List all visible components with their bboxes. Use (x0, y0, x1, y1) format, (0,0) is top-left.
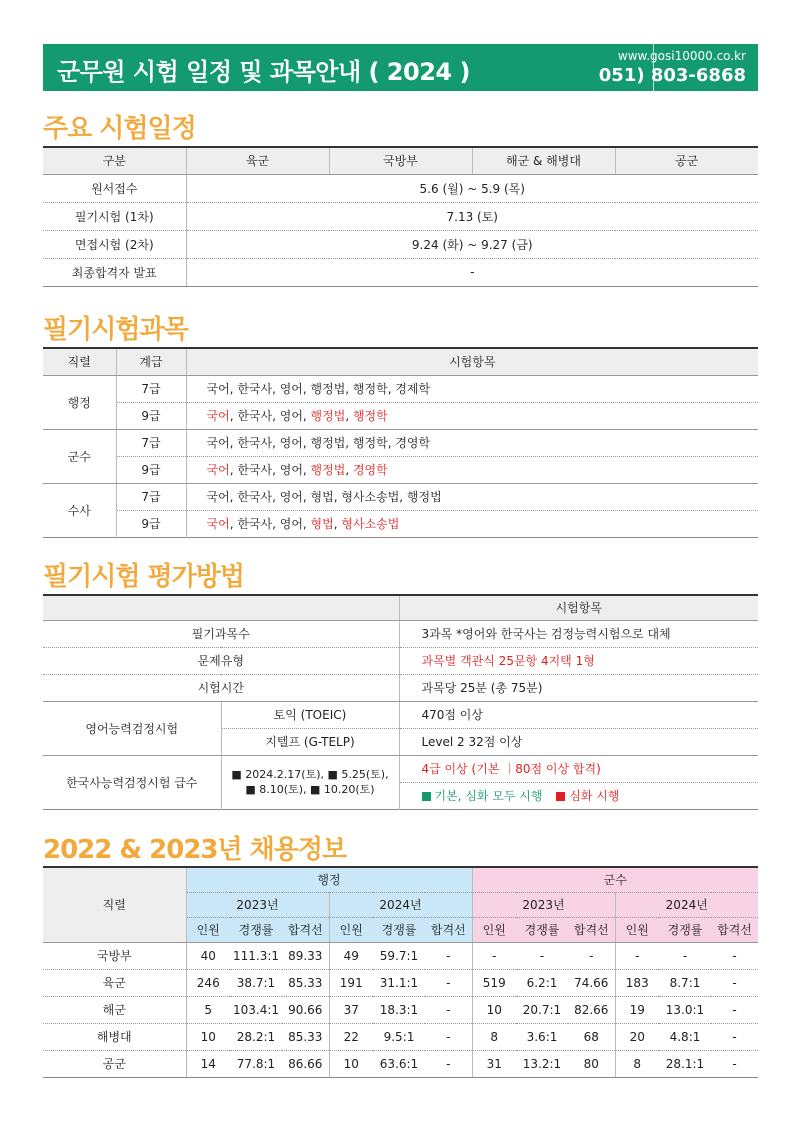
subject-text: , 한국사, 영어, (229, 517, 311, 531)
subject-text: , (345, 409, 353, 423)
history-dates-line-2 (222, 782, 399, 797)
schedule-header: 육군 (186, 147, 329, 174)
hiring-cell: - (711, 969, 758, 996)
highlighted-subject: 행정법 (310, 409, 346, 423)
hiring-row-label: 공군 (43, 1050, 186, 1077)
subjects-header: 시험항목 (186, 348, 758, 375)
hiring-cell: 28.2:1 (230, 1023, 282, 1050)
hiring-cell: - (711, 942, 758, 969)
hiring-cell: 28.1:1 (659, 1050, 711, 1077)
hiring-cell: 14 (186, 1050, 230, 1077)
green-square-icon: ■ (245, 783, 256, 796)
table-row (43, 483, 758, 510)
hiring-year: 2023년 (186, 892, 329, 917)
hiring-group-row (43, 867, 758, 892)
hiring-cell: 86.66 (282, 1050, 329, 1077)
hiring-cell: 18.3:1 (373, 996, 425, 1023)
evaluation-header-blank (43, 595, 399, 620)
series-name: 군수 (43, 429, 116, 483)
hiring-subcol-header: 합격선 (282, 917, 329, 942)
hiring-cell: 9.5:1 (373, 1023, 425, 1050)
hiring-row-label: 국방부 (43, 942, 186, 969)
hiring-group-admin: 행정 (186, 867, 472, 892)
evaluation-value: 과목별 객관식 25문항 4지택 1형 (399, 647, 758, 674)
green-square-icon: ■ (231, 768, 242, 781)
hiring-cell: - (472, 942, 516, 969)
hiring-cell: 111.3:1 (230, 942, 282, 969)
hiring-cell: 49 (329, 942, 373, 969)
hiring-row-label: 육군 (43, 969, 186, 996)
hiring-year: 2024년 (329, 892, 472, 917)
hiring-subcol-header: 경쟁률 (230, 917, 282, 942)
table-row (43, 230, 758, 258)
hiring-cell: 8.7:1 (659, 969, 711, 996)
hiring-cell: 74.66 (568, 969, 615, 996)
highlighted-subject: 형사소송법 (341, 517, 400, 531)
table-row (43, 674, 758, 701)
highlighted-subject: 국어 (206, 517, 230, 531)
grade-cell: 7급 (116, 429, 186, 456)
hiring-cell: 6.2:1 (516, 969, 568, 996)
subjects-table (43, 347, 758, 538)
subject-text: , (333, 517, 342, 531)
hiring-cell: - (659, 942, 711, 969)
hiring-cell: 37 (329, 996, 373, 1023)
hiring-cell: - (425, 996, 472, 1023)
hiring-cell: 191 (329, 969, 373, 996)
hiring-cell: 13.2:1 (516, 1050, 568, 1077)
table-row (43, 510, 758, 537)
grade-cell: 9급 (116, 510, 186, 537)
legend-red-text: 심화 시행 (569, 789, 620, 803)
schedule-header: 공군 (615, 147, 758, 174)
hiring-cell: 40 (186, 942, 230, 969)
english-test-value: Level 2 32점 이상 (399, 728, 758, 755)
hiring-cell: 90.66 (282, 996, 329, 1023)
table-row (43, 1050, 758, 1077)
subject-list (186, 402, 758, 429)
green-square-icon: ■ (327, 768, 338, 781)
schedule-value: 9.24 (화) ~ 9.27 (금) (186, 230, 758, 258)
table-row (43, 402, 758, 429)
schedule-table (43, 146, 758, 287)
hiring-subcol-header: 합격선 (425, 917, 472, 942)
hiring-cell: 89.33 (282, 942, 329, 969)
schedule-value: - (186, 258, 758, 286)
hiring-year: 2023년 (472, 892, 615, 917)
hiring-col-label: 직렬 (43, 867, 186, 942)
hiring-cell: 85.33 (282, 969, 329, 996)
evaluation-label: 필기과목수 (43, 620, 399, 647)
table-row (43, 942, 758, 969)
page-title: 군무원 시험 일정 및 과목안내 ( 2024 ) (57, 58, 470, 86)
hiring-subcol-header: 인원 (329, 917, 373, 942)
hiring-cell: - (711, 996, 758, 1023)
hiring-subcol-header: 인원 (472, 917, 516, 942)
hiring-cell: 10 (472, 996, 516, 1023)
hiring-subcol-header: 인원 (615, 917, 659, 942)
schedule-label: 최종합격자 발표 (43, 258, 186, 286)
date-text: 10.20(토) (320, 783, 375, 796)
date-text: 5.25(토), (337, 768, 389, 781)
hiring-subcol-header: 경쟁률 (373, 917, 425, 942)
evaluation-label: 문제유형 (43, 647, 399, 674)
english-test-value: 470점 이상 (399, 701, 758, 728)
schedule-label: 필기시험 (1차) (43, 202, 186, 230)
hiring-cell: 77.8:1 (230, 1050, 282, 1077)
hiring-cell: - (425, 1023, 472, 1050)
subjects-title: 필기시험과목 (43, 315, 188, 345)
hiring-table (43, 866, 758, 1078)
hiring-cell: 8 (472, 1023, 516, 1050)
hiring-subcol-header: 경쟁률 (659, 917, 711, 942)
hiring-cell: 68 (568, 1023, 615, 1050)
table-row (43, 620, 758, 647)
grade-cell: 7급 (116, 375, 186, 402)
schedule-header: 구분 (43, 147, 186, 174)
table-row (43, 258, 758, 286)
series-name: 행정 (43, 375, 116, 429)
hiring-cell: 19 (615, 996, 659, 1023)
header-banner (43, 44, 758, 91)
english-test-name: 지텔프 (G-TELP) (221, 728, 399, 755)
grade-cell: 9급 (116, 456, 186, 483)
hiring-subcol-header: 인원 (186, 917, 230, 942)
highlighted-subject: 국어 (206, 463, 230, 477)
history-test-label: 한국사능력검정시험 급수 (66, 775, 198, 790)
table-row (43, 647, 758, 674)
hiring-cell: 103.4:1 (230, 996, 282, 1023)
hiring-cell: 31.1:1 (373, 969, 425, 996)
hiring-row-label: 해군 (43, 996, 186, 1023)
table-row (43, 456, 758, 483)
hiring-cell: 85.33 (282, 1023, 329, 1050)
subject-text: 국어, 한국사, 영어, 형법, 형사소송법, 행정법 (206, 490, 442, 504)
schedule-header-row (43, 147, 758, 174)
subject-list (186, 375, 758, 402)
evaluation-header: 시험항목 (399, 595, 758, 620)
schedule-header: 해군 & 해병대 (472, 147, 615, 174)
schedule-title: 주요 시험일정 (43, 114, 196, 144)
subjects-header: 계급 (116, 348, 186, 375)
hiring-cell: 4.8:1 (659, 1023, 711, 1050)
schedule-value: 7.13 (토) (186, 202, 758, 230)
table-row (43, 701, 758, 728)
hiring-cell: 8 (615, 1050, 659, 1077)
hiring-cell: 31 (472, 1050, 516, 1077)
hiring-cell: - (711, 1050, 758, 1077)
subject-text: , (345, 463, 353, 477)
table-row (43, 375, 758, 402)
table-row (43, 174, 758, 202)
hiring-cell: - (425, 942, 472, 969)
evaluation-title: 필기시험 평가방법 (43, 562, 244, 592)
table-row (43, 1023, 758, 1050)
hiring-cell: 3.6:1 (516, 1023, 568, 1050)
history-dates-line-1 (222, 767, 399, 782)
hiring-cell: 59.7:1 (373, 942, 425, 969)
hiring-subcol-header: 합격선 (711, 917, 758, 942)
hiring-group-logistics: 군수 (472, 867, 758, 892)
history-legend (399, 782, 758, 809)
hiring-cell: - (615, 942, 659, 969)
schedule-label: 면접시험 (2차) (43, 230, 186, 258)
schedule-header: 국방부 (329, 147, 472, 174)
table-row (43, 969, 758, 996)
english-test-name: 토익 (TOEIC) (221, 701, 399, 728)
hiring-cell: 82.66 (568, 996, 615, 1023)
subject-text: 국어, 한국사, 영어, 행정법, 행정학, 경영학 (206, 436, 431, 450)
schedule-value: 5.6 (월) ~ 5.9 (목) (186, 174, 758, 202)
hiring-body (43, 942, 758, 1077)
green-square-icon (422, 792, 431, 801)
subject-list (186, 429, 758, 456)
grade-cell: 7급 (116, 483, 186, 510)
subject-text: , 한국사, 영어, (229, 463, 311, 477)
legend-green-text: 기본, 심화 모두 시행 (434, 789, 543, 803)
evaluation-table (43, 594, 758, 810)
hiring-cell: 10 (329, 1050, 373, 1077)
hiring-cell: 5 (186, 996, 230, 1023)
hiring-subcol-header: 합격선 (568, 917, 615, 942)
series-name: 수사 (43, 483, 116, 537)
hiring-cell: 38.7:1 (230, 969, 282, 996)
highlighted-subject: 행정학 (352, 409, 388, 423)
english-test-label: 영어능력검정시험 (43, 701, 221, 755)
hiring-cell: 246 (186, 969, 230, 996)
subject-text: 국어, 한국사, 영어, 행정법, 행정학, 경제학 (206, 382, 431, 396)
phone-number: 051) 803-6868 (598, 65, 746, 86)
hiring-cell: - (425, 969, 472, 996)
hiring-year: 2024년 (615, 892, 758, 917)
red-square-icon (556, 792, 565, 801)
website-link[interactable]: www.gosi10000.co.kr (617, 49, 746, 63)
evaluation-label: 시험시간 (43, 674, 399, 701)
evaluation-header-row (43, 595, 758, 620)
hiring-cell: 183 (615, 969, 659, 996)
hiring-row-label: 해병대 (43, 1023, 186, 1050)
hiring-cell: 63.6:1 (373, 1050, 425, 1077)
history-requirement: 4급 이상 (기본 ｜80점 이상 합격) (399, 755, 758, 782)
hiring-cell: - (711, 1023, 758, 1050)
subjects-header: 직렬 (43, 348, 116, 375)
subject-list (186, 456, 758, 483)
table-row (43, 996, 758, 1023)
table-row (43, 202, 758, 230)
evaluation-value: 과목당 25분 (총 75분) (399, 674, 758, 701)
hiring-cell: - (425, 1050, 472, 1077)
grade-cell: 9급 (116, 402, 186, 429)
date-text: 2024.2.17(토), (241, 768, 328, 781)
highlighted-subject: 국어 (206, 409, 230, 423)
subject-list (186, 483, 758, 510)
green-square-icon: ■ (310, 783, 321, 796)
hiring-cell: 80 (568, 1050, 615, 1077)
highlighted-subject: 형법 (310, 517, 334, 531)
evaluation-value: 3과목 *영어와 한국사는 검정능력시험으로 대체 (399, 620, 758, 647)
hiring-cell: 10 (186, 1023, 230, 1050)
subject-list (186, 510, 758, 537)
hiring-cell: 13.0:1 (659, 996, 711, 1023)
subject-text: , 한국사, 영어, (229, 409, 311, 423)
hiring-title: 2022 & 2023년 채용정보 (43, 835, 347, 865)
hiring-subcol-header: 경쟁률 (516, 917, 568, 942)
hiring-cell: 20 (615, 1023, 659, 1050)
schedule-label: 원서접수 (43, 174, 186, 202)
hiring-cell: - (516, 942, 568, 969)
history-test-dates (221, 755, 399, 809)
table-row (43, 429, 758, 456)
subjects-header-row (43, 348, 758, 375)
highlighted-subject: 행정법 (310, 463, 346, 477)
date-text: 8.10(토), (255, 783, 310, 796)
hiring-cell: - (568, 942, 615, 969)
hiring-cell: 519 (472, 969, 516, 996)
hiring-cell: 20.7:1 (516, 996, 568, 1023)
table-row (43, 755, 758, 782)
hiring-cell: 22 (329, 1023, 373, 1050)
highlighted-subject: 경영학 (352, 463, 388, 477)
